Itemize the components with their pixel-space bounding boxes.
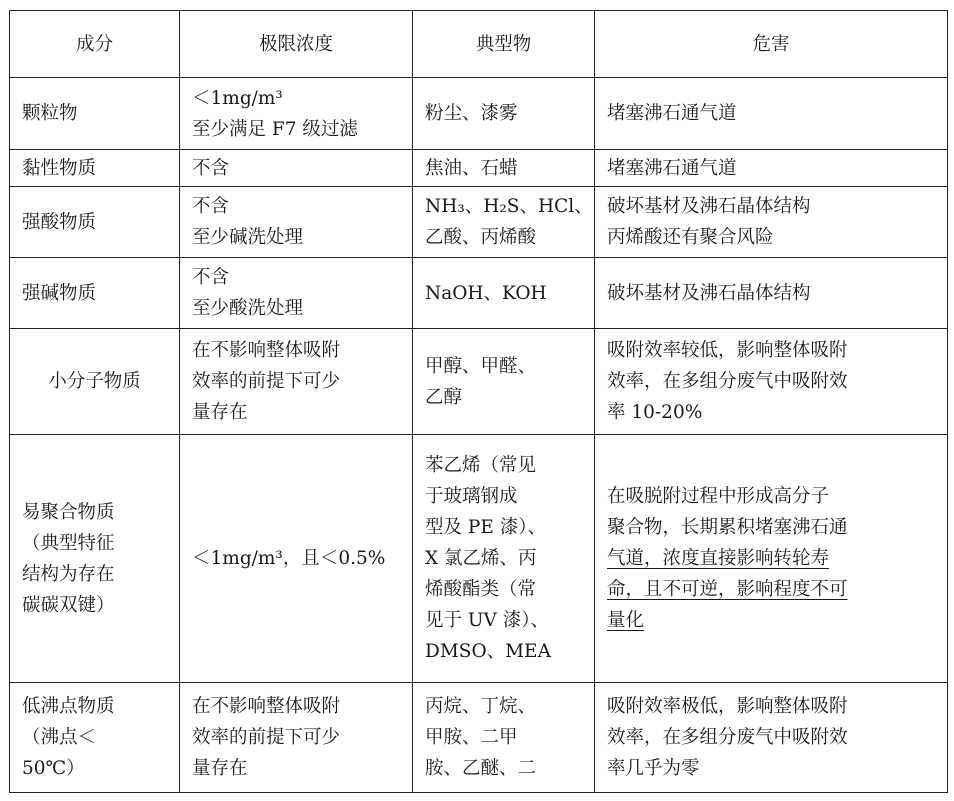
header-row: [10, 11, 948, 78]
cell-component: 低沸点物质 （沸点＜ 50℃）: [10, 683, 180, 793]
cell-component: 颗粒物: [10, 78, 180, 150]
cell-component: 小分子物质: [10, 329, 180, 435]
cell-hazard: 堵塞沸石通气道: [595, 78, 948, 150]
cell-typical: NaOH、KOH: [413, 258, 595, 329]
table-row: [10, 187, 948, 258]
cell-typical: 粉尘、漆雾: [413, 78, 595, 150]
underlined-text: 量化: [607, 610, 645, 631]
table-row: [10, 150, 948, 187]
header-typical: 典型物: [413, 11, 595, 78]
cell-typical: 丙烷、丁烷、 甲胺、二甲 胺、乙醚、二: [413, 683, 595, 793]
table-row: [10, 258, 948, 329]
table-row: [10, 78, 948, 150]
table-row: [10, 329, 948, 435]
cell-limit: 在不影响整体吸附 效率的前提下可少 量存在: [180, 329, 413, 435]
cell-hazard: 堵塞沸石通气道: [595, 150, 948, 187]
cell-typical: NH₃、H₂S、HCl、 乙酸、丙烯酸: [413, 187, 595, 258]
cell-typical: 甲醇、甲醛、 乙醇: [413, 329, 595, 435]
cell-component: 易聚合物质 （典型特征 结构为存在 碳碳双键）: [10, 435, 180, 683]
cell-typical: 焦油、石蜡: [413, 150, 595, 187]
component-limits-table: [9, 10, 948, 793]
cell-limit: 在不影响整体吸附 效率的前提下可少 量存在: [180, 683, 413, 793]
cell-hazard: 破坏基材及沸石晶体结构 丙烯酸还有聚合风险: [595, 187, 948, 258]
underlined-text: 命，且不可逆，影响程度不可: [607, 579, 848, 600]
cell-limit: 不含: [180, 150, 413, 187]
cell-limit: ＜1mg/m³，且＜0.5%: [180, 435, 413, 683]
cell-component: 黏性物质: [10, 150, 180, 187]
table-row: [10, 683, 948, 793]
header-hazard: 危害: [595, 11, 948, 78]
cell-limit: 不含 至少酸洗处理: [180, 258, 413, 329]
cell-hazard: 在吸脱附过程中形成高分子 聚合物，长期累积堵塞沸石通 气道，浓度直接影响转轮寿 命，且不可逆，影响程度不可 量化: [595, 435, 948, 683]
table-row: [10, 435, 948, 683]
cell-limit: 不含 至少碱洗处理: [180, 187, 413, 258]
cell-hazard: 破坏基材及沸石晶体结构: [595, 258, 948, 329]
cell-typical: 苯乙烯（常见 于玻璃钢成 型及 PE 漆）、 X 氯乙烯、丙 烯酸酯类（常 见于 UV 漆）、 DMSO、MEA: [413, 435, 595, 683]
header-component: 成分: [10, 11, 180, 78]
cell-component: 强酸物质: [10, 187, 180, 258]
cell-limit: ＜1mg/m³ 至少满足 F7 级过滤: [180, 78, 413, 150]
cell-component: 强碱物质: [10, 258, 180, 329]
cell-hazard: 吸附效率极低，影响整体吸附 效率，在多组分废气中吸附效 率几乎为零: [595, 683, 948, 793]
header-limit: 极限浓度: [180, 11, 413, 78]
cell-hazard: 吸附效率较低，影响整体吸附 效率，在多组分废气中吸附效 率 10-20%: [595, 329, 948, 435]
underlined-text: 气道，浓度直接影响转轮寿: [607, 548, 830, 569]
